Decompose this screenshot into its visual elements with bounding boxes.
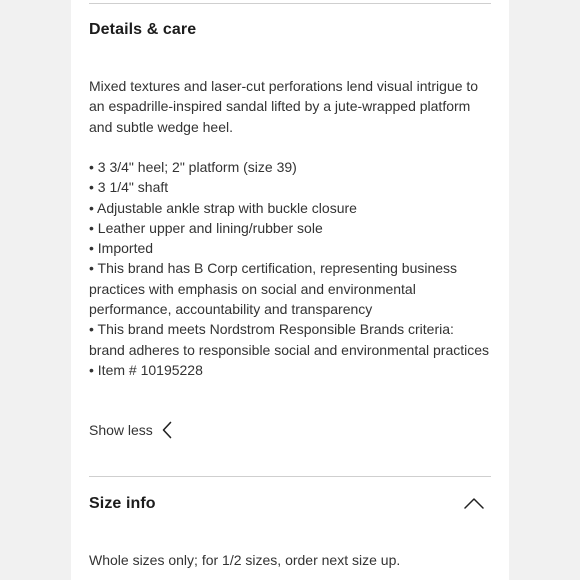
details-bullet-list [89, 157, 489, 380]
bullet-strap: • Adjustable ankle strap with buckle closure [89, 199, 357, 216]
show-less-button[interactable] [89, 418, 172, 442]
size-info-text: Whole sizes only; for 1/2 sizes, order next size up. [89, 552, 401, 568]
product-details-panel [71, 0, 509, 580]
size-info-heading[interactable]: Size info [89, 495, 156, 512]
bullet-imported: • Imported [89, 240, 154, 257]
bullet-materials: • Leather upper and lining/rubber sole [89, 219, 323, 236]
bullet-shaft: • 3 1/4" shaft [89, 179, 169, 196]
details-care-heading: Details & care [89, 21, 197, 38]
chevron-up-icon[interactable] [463, 495, 485, 511]
bullet-b-corp: • This brand has B Corp certification, representing business practices with emphasis on social and environmental performance, accountability and transparency [89, 260, 458, 318]
bullet-heel: • 3 3/4" heel; 2" platform (size 39) [89, 159, 297, 175]
show-less-label: Show less [89, 422, 153, 438]
section-divider [89, 476, 491, 477]
top-divider [89, 3, 491, 4]
bullet-responsible-brands: • This brand meets Nordstrom Responsible Brands criteria: brand adheres to responsible social and environmental practices [89, 321, 490, 358]
bullet-item-number: • Item # 10195228 [89, 361, 203, 378]
product-description: Mixed textures and laser-cut perforations lend visual intrigue to an espadrille-inspired sandal lifted by a jute-wrapped platform and subtle wedge heel. [89, 78, 479, 135]
chevron-left-icon [162, 421, 172, 439]
